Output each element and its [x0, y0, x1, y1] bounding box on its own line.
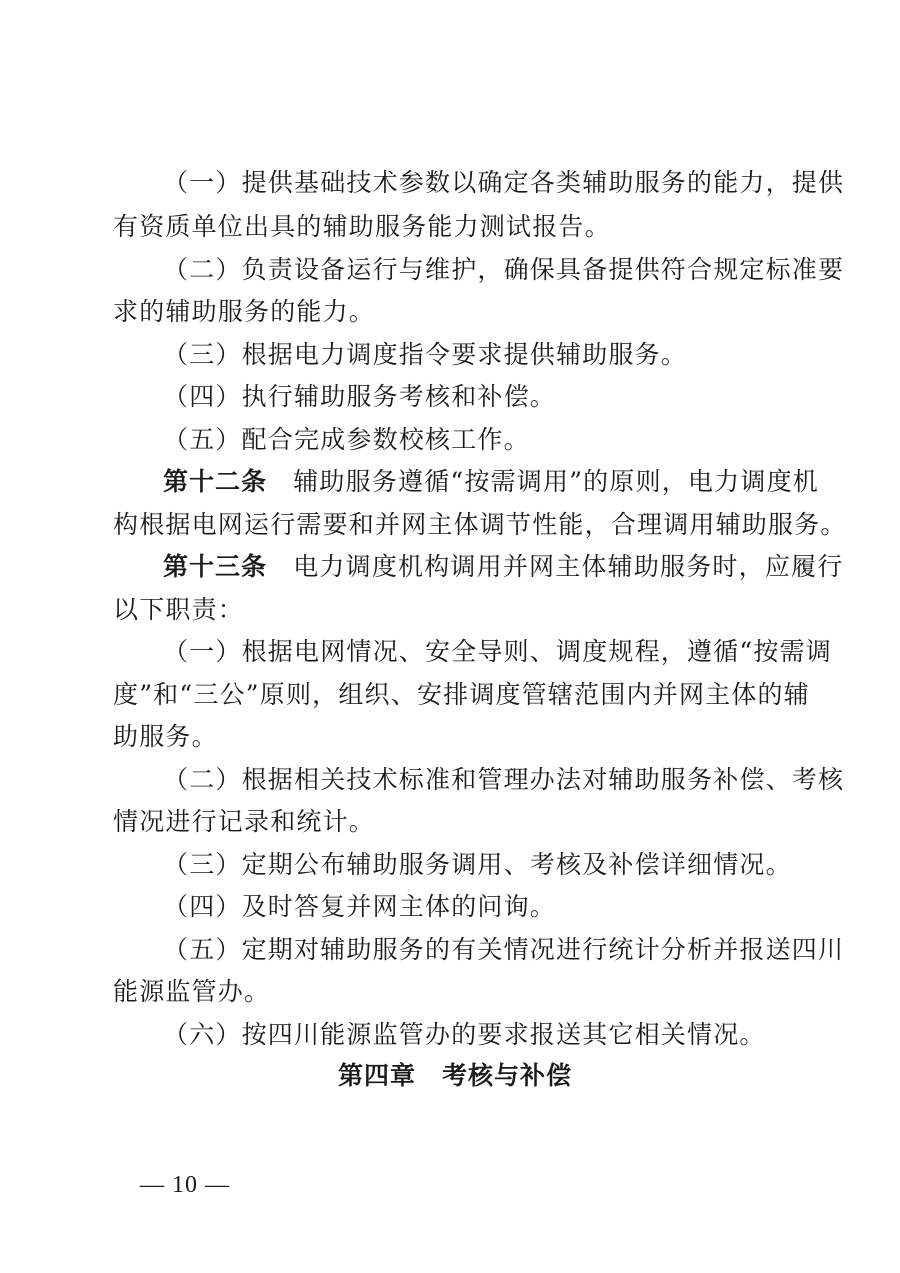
article-12-text: 辅助服务遵循“按需调用”的原则，电力调度机	[293, 467, 819, 496]
text-line: （一）提供基础技术参数以确定各类辅助服务的能力，提供	[163, 168, 845, 197]
text-line: （五）配合完成参数校核工作。	[163, 425, 530, 454]
text-line: 度”和“三公”原则，组织、安排调度管辖范围内并网主体的辅	[113, 680, 810, 709]
article-12-heading: 第十二条	[163, 467, 268, 496]
text-line: （五）定期对辅助服务的有关情况进行统计分析并报送四川	[163, 935, 845, 964]
text-line: 能源监管办。	[113, 977, 271, 1006]
article-13-line	[163, 552, 844, 582]
article-13-heading: 第十三条	[163, 552, 268, 581]
text-line: 有资质单位出具的辅助服务能力测试报告。	[113, 212, 611, 241]
text-line: 助服务。	[113, 722, 218, 751]
text-line: （二）根据相关技术标准和管理办法对辅助服务补偿、考核	[163, 765, 845, 794]
text-line: 构根据电网运行需要和并网主体调节性能，合理调用辅助服务。	[113, 510, 847, 539]
text-line: （三）根据电力调度指令要求提供辅助服务。	[163, 340, 688, 369]
article-12-line	[163, 467, 838, 497]
text-line: （六）按四川能源监管办的要求报送其它相关情况。	[163, 1020, 766, 1049]
text-line: （一）根据电网情况、安全导则、调度规程，遵循“按需调	[163, 637, 832, 666]
text-line: （三）定期公布辅助服务调用、考核及补偿详细情况。	[163, 850, 792, 879]
chapter-title: 第四章 考核与补偿	[338, 1061, 573, 1090]
text-line: （四）及时答复并网主体的问询。	[163, 892, 557, 921]
text-line: （二）负责设备运行与维护，确保具备提供符合规定标准要	[163, 255, 845, 284]
text-line: 情况进行记录和统计。	[113, 807, 376, 836]
article-13-text: 电力调度机构调用并网主体辅助服务时，应履行	[293, 552, 844, 581]
page-number: — 10 —	[140, 1172, 230, 1198]
text-line: 以下职责：	[113, 595, 245, 624]
text-line: 求的辅助服务的能力。	[113, 297, 376, 326]
text-line: （四）执行辅助服务考核和补偿。	[163, 382, 557, 411]
